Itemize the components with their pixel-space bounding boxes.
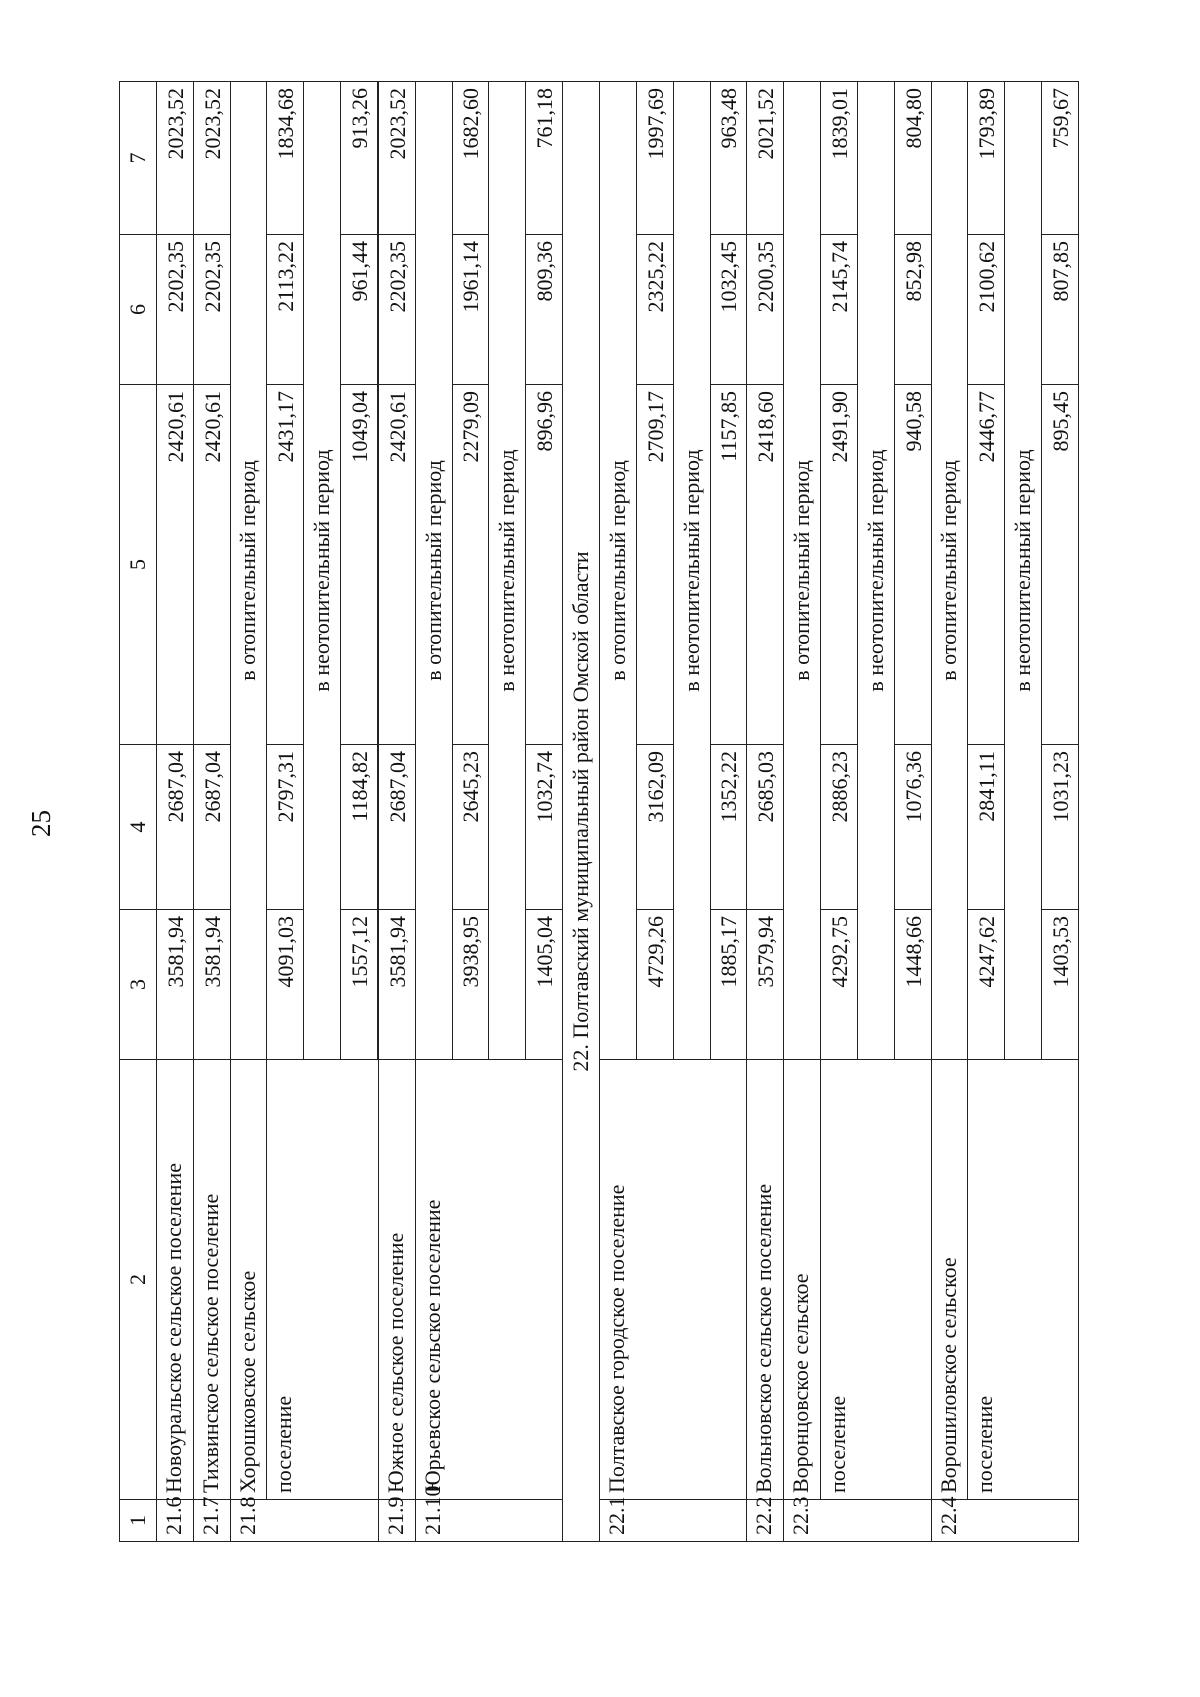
value-cell: 913,26 bbox=[341, 82, 378, 235]
value-cell: 4729,26 bbox=[636, 910, 673, 1060]
settlement-name: Вольновское сельское поселение bbox=[747, 1060, 784, 1500]
value-cell: 2420,61 bbox=[378, 385, 415, 745]
table-row bbox=[378, 82, 415, 1542]
value-cell: 1885,17 bbox=[710, 910, 747, 1060]
settlement-name: Новоуральское сельское поселение bbox=[156, 1060, 193, 1500]
period-label: в неотопительный период bbox=[857, 82, 894, 1060]
period-label: в неотопительный период bbox=[673, 82, 710, 1060]
value-cell: 2446,77 bbox=[968, 385, 1005, 745]
value-cell: 1157,85 bbox=[710, 385, 747, 745]
value-cell: 1032,45 bbox=[710, 235, 747, 385]
table-row bbox=[968, 82, 1005, 1542]
value-cell: 1049,04 bbox=[341, 385, 378, 745]
tariff-table-wrapper bbox=[119, 82, 1079, 1542]
value-cell: 2202,35 bbox=[193, 235, 230, 385]
value-cell: 3938,95 bbox=[452, 910, 489, 1060]
value-cell: 940,58 bbox=[894, 385, 931, 745]
value-cell: 2200,35 bbox=[747, 235, 784, 385]
table-row bbox=[784, 82, 821, 1542]
value-cell: 804,80 bbox=[894, 82, 931, 235]
row-number: 22.4 bbox=[931, 1500, 1078, 1542]
value-cell: 2145,74 bbox=[821, 235, 858, 385]
value-cell: 896,96 bbox=[526, 385, 563, 745]
settlement-name: Воронцовское сельское bbox=[784, 1060, 821, 1500]
value-cell: 1682,60 bbox=[452, 82, 489, 235]
value-cell: 1031,23 bbox=[1042, 745, 1079, 910]
value-cell: 3581,94 bbox=[156, 910, 193, 1060]
period-label: в отопительный период bbox=[931, 82, 968, 1060]
value-cell: 1405,04 bbox=[526, 910, 563, 1060]
header-cell: 2 bbox=[120, 1060, 157, 1500]
period-label: в отопительный период bbox=[230, 82, 267, 1060]
header-cell: 7 bbox=[120, 82, 157, 235]
value-cell: 1184,82 bbox=[341, 745, 378, 910]
row-number: 21.7 bbox=[193, 1500, 230, 1542]
section-row bbox=[563, 82, 600, 1542]
value-cell: 2797,31 bbox=[267, 745, 304, 910]
table-row bbox=[415, 82, 452, 1542]
row-number: 21.9 bbox=[378, 1500, 415, 1542]
settlement-name: Ворошиловское сельское bbox=[931, 1060, 968, 1500]
value-cell: 1834,68 bbox=[267, 82, 304, 235]
period-label: в отопительный период bbox=[599, 82, 636, 1060]
value-cell: 807,85 bbox=[1042, 235, 1079, 385]
value-cell: 1793,89 bbox=[968, 82, 1005, 235]
row-number: 21.6 bbox=[156, 1500, 193, 1542]
settlement-name: Юрьевское сельское поселение bbox=[415, 1060, 562, 1500]
table-header-row bbox=[120, 82, 157, 1542]
value-cell: 2886,23 bbox=[821, 745, 858, 910]
value-cell: 2420,61 bbox=[193, 385, 230, 745]
value-cell: 759,67 bbox=[1042, 82, 1079, 235]
settlement-name-cont: поселение bbox=[267, 1060, 379, 1500]
value-cell: 2023,52 bbox=[378, 82, 415, 235]
header-cell: 4 bbox=[120, 745, 157, 910]
value-cell: 852,98 bbox=[894, 235, 931, 385]
settlement-name: Полтавское городское поселение bbox=[599, 1060, 746, 1500]
settlement-name: Тихвинское сельское поселение bbox=[193, 1060, 230, 1500]
value-cell: 2431,17 bbox=[267, 385, 304, 745]
tariff-table bbox=[119, 81, 1079, 1542]
value-cell: 2023,52 bbox=[156, 82, 193, 235]
settlement-name-cont: поселение bbox=[821, 1060, 932, 1500]
value-cell: 2687,04 bbox=[156, 745, 193, 910]
value-cell: 2685,03 bbox=[747, 745, 784, 910]
value-cell: 1352,22 bbox=[710, 745, 747, 910]
value-cell: 3579,94 bbox=[747, 910, 784, 1060]
value-cell: 2687,04 bbox=[378, 745, 415, 910]
header-cell: 1 bbox=[120, 1500, 157, 1542]
table-row bbox=[193, 82, 230, 1542]
period-label: в отопительный период bbox=[415, 82, 452, 1060]
value-cell: 2709,17 bbox=[636, 385, 673, 745]
settlement-name-cont: поселение bbox=[968, 1060, 1079, 1500]
value-cell: 3581,94 bbox=[193, 910, 230, 1060]
value-cell: 1557,12 bbox=[341, 910, 378, 1060]
header-cell: 5 bbox=[120, 385, 157, 745]
value-cell: 4091,03 bbox=[267, 910, 304, 1060]
value-cell: 963,48 bbox=[710, 82, 747, 235]
section-title: 22. Полтавский муниципальный район Омской области bbox=[563, 82, 600, 1542]
value-cell: 2491,90 bbox=[821, 385, 858, 745]
value-cell: 2841,11 bbox=[968, 745, 1005, 910]
value-cell: 2420,61 bbox=[156, 385, 193, 745]
row-number: 22.1 bbox=[599, 1500, 746, 1542]
value-cell: 2113,22 bbox=[267, 235, 304, 385]
table-row bbox=[230, 82, 267, 1542]
value-cell: 1403,53 bbox=[1042, 910, 1079, 1060]
value-cell: 1961,14 bbox=[452, 235, 489, 385]
page-number: 25 bbox=[26, 810, 56, 837]
table-row bbox=[599, 82, 636, 1542]
value-cell: 761,18 bbox=[526, 82, 563, 235]
value-cell: 1997,69 bbox=[636, 82, 673, 235]
value-cell: 4292,75 bbox=[821, 910, 858, 1060]
value-cell: 2418,60 bbox=[747, 385, 784, 745]
table-row bbox=[821, 82, 858, 1542]
value-cell: 2100,62 bbox=[968, 235, 1005, 385]
value-cell: 895,45 bbox=[1042, 385, 1079, 745]
period-label: в отопительный период bbox=[784, 82, 821, 1060]
row-number: 21.8 bbox=[230, 1500, 378, 1542]
settlement-name: Южное сельское поселение bbox=[378, 1060, 415, 1500]
value-cell: 809,36 bbox=[526, 235, 563, 385]
value-cell: 961,44 bbox=[341, 235, 378, 385]
value-cell: 1076,36 bbox=[894, 745, 931, 910]
value-cell: 1448,66 bbox=[894, 910, 931, 1060]
period-label: в неотопительный период bbox=[489, 82, 526, 1060]
period-label: в неотопительный период bbox=[304, 82, 341, 1060]
table-row bbox=[747, 82, 784, 1542]
value-cell: 2645,23 bbox=[452, 745, 489, 910]
period-label: в неотопительный период bbox=[1005, 82, 1042, 1060]
row-number: 21.10 bbox=[415, 1500, 562, 1542]
row-number: 22.2 bbox=[747, 1500, 784, 1542]
value-cell: 2023,52 bbox=[193, 82, 230, 235]
value-cell: 3162,09 bbox=[636, 745, 673, 910]
value-cell: 2687,04 bbox=[193, 745, 230, 910]
value-cell: 2279,09 bbox=[452, 385, 489, 745]
value-cell: 2202,35 bbox=[378, 235, 415, 385]
value-cell: 3581,94 bbox=[378, 910, 415, 1060]
value-cell: 2325,22 bbox=[636, 235, 673, 385]
table-row bbox=[267, 82, 304, 1542]
value-cell: 2202,35 bbox=[156, 235, 193, 385]
value-cell: 4247,62 bbox=[968, 910, 1005, 1060]
header-cell: 6 bbox=[120, 235, 157, 385]
value-cell: 1839,01 bbox=[821, 82, 858, 235]
row-number: 22.3 bbox=[784, 1500, 931, 1542]
value-cell: 1032,74 bbox=[526, 745, 563, 910]
value-cell: 2021,52 bbox=[747, 82, 784, 235]
table-row bbox=[931, 82, 968, 1542]
table-row bbox=[156, 82, 193, 1542]
header-cell: 3 bbox=[120, 910, 157, 1060]
settlement-name: Хорошковское сельское bbox=[230, 1060, 267, 1500]
